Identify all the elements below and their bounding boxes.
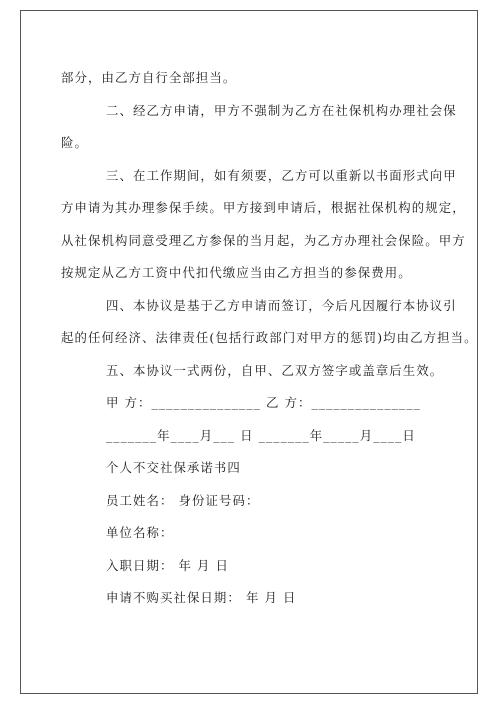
paragraph-line: 险。 bbox=[61, 135, 88, 150]
paragraph-clause-5: 五、本协议一式两份，自甲、乙双方签字或盖章后生效。 bbox=[106, 362, 444, 378]
document-title: 个人不交社保承诺书四 bbox=[106, 460, 241, 475]
document-body bbox=[61, 62, 478, 615]
paragraph-clause-3: 三、在工作期间，如有须要，乙方可以重新以书面形式向甲 bbox=[106, 167, 457, 183]
application-date-field: 申请不购买社保日期： 年 月 日 bbox=[106, 590, 297, 605]
paragraph-line: 按规定从乙方工资中代扣代缴应当由乙方担当的参保费用。 bbox=[61, 265, 412, 280]
paragraph-line: 部分，由乙方自行全部担当。 bbox=[61, 70, 237, 85]
company-name-field: 单位名称： bbox=[106, 525, 174, 540]
employee-name-field: 员工姓名： 身份证号码： bbox=[106, 492, 260, 508]
date-line: _______年____月___ 日 _______年_____月____日 bbox=[106, 427, 416, 443]
paragraph-clause-4: 四、本协议是基于乙方申请而签订，今后凡因履行本协议引 bbox=[106, 297, 457, 313]
hire-date-field: 入职日期： 年 月 日 bbox=[106, 557, 230, 573]
paragraph-line: 方申请为其办理参保手续。甲方接到申请后，根据社保机构的规定， bbox=[61, 200, 466, 215]
paragraph-line: 起的任何经济、法律责任(包括行政部门对甲方的惩罚)均由乙方担当。 bbox=[61, 330, 478, 345]
paragraph-line: 从社保机构同意受理乙方参保的当月起，为乙方办理社会保险。甲方 bbox=[61, 232, 466, 248]
signature-line: 甲 方：_______________ 乙 方：_______________ bbox=[106, 395, 421, 410]
paragraph-clause-2: 二、经乙方申请，甲方不强制为乙方在社保机构办理社会保 bbox=[106, 102, 457, 118]
